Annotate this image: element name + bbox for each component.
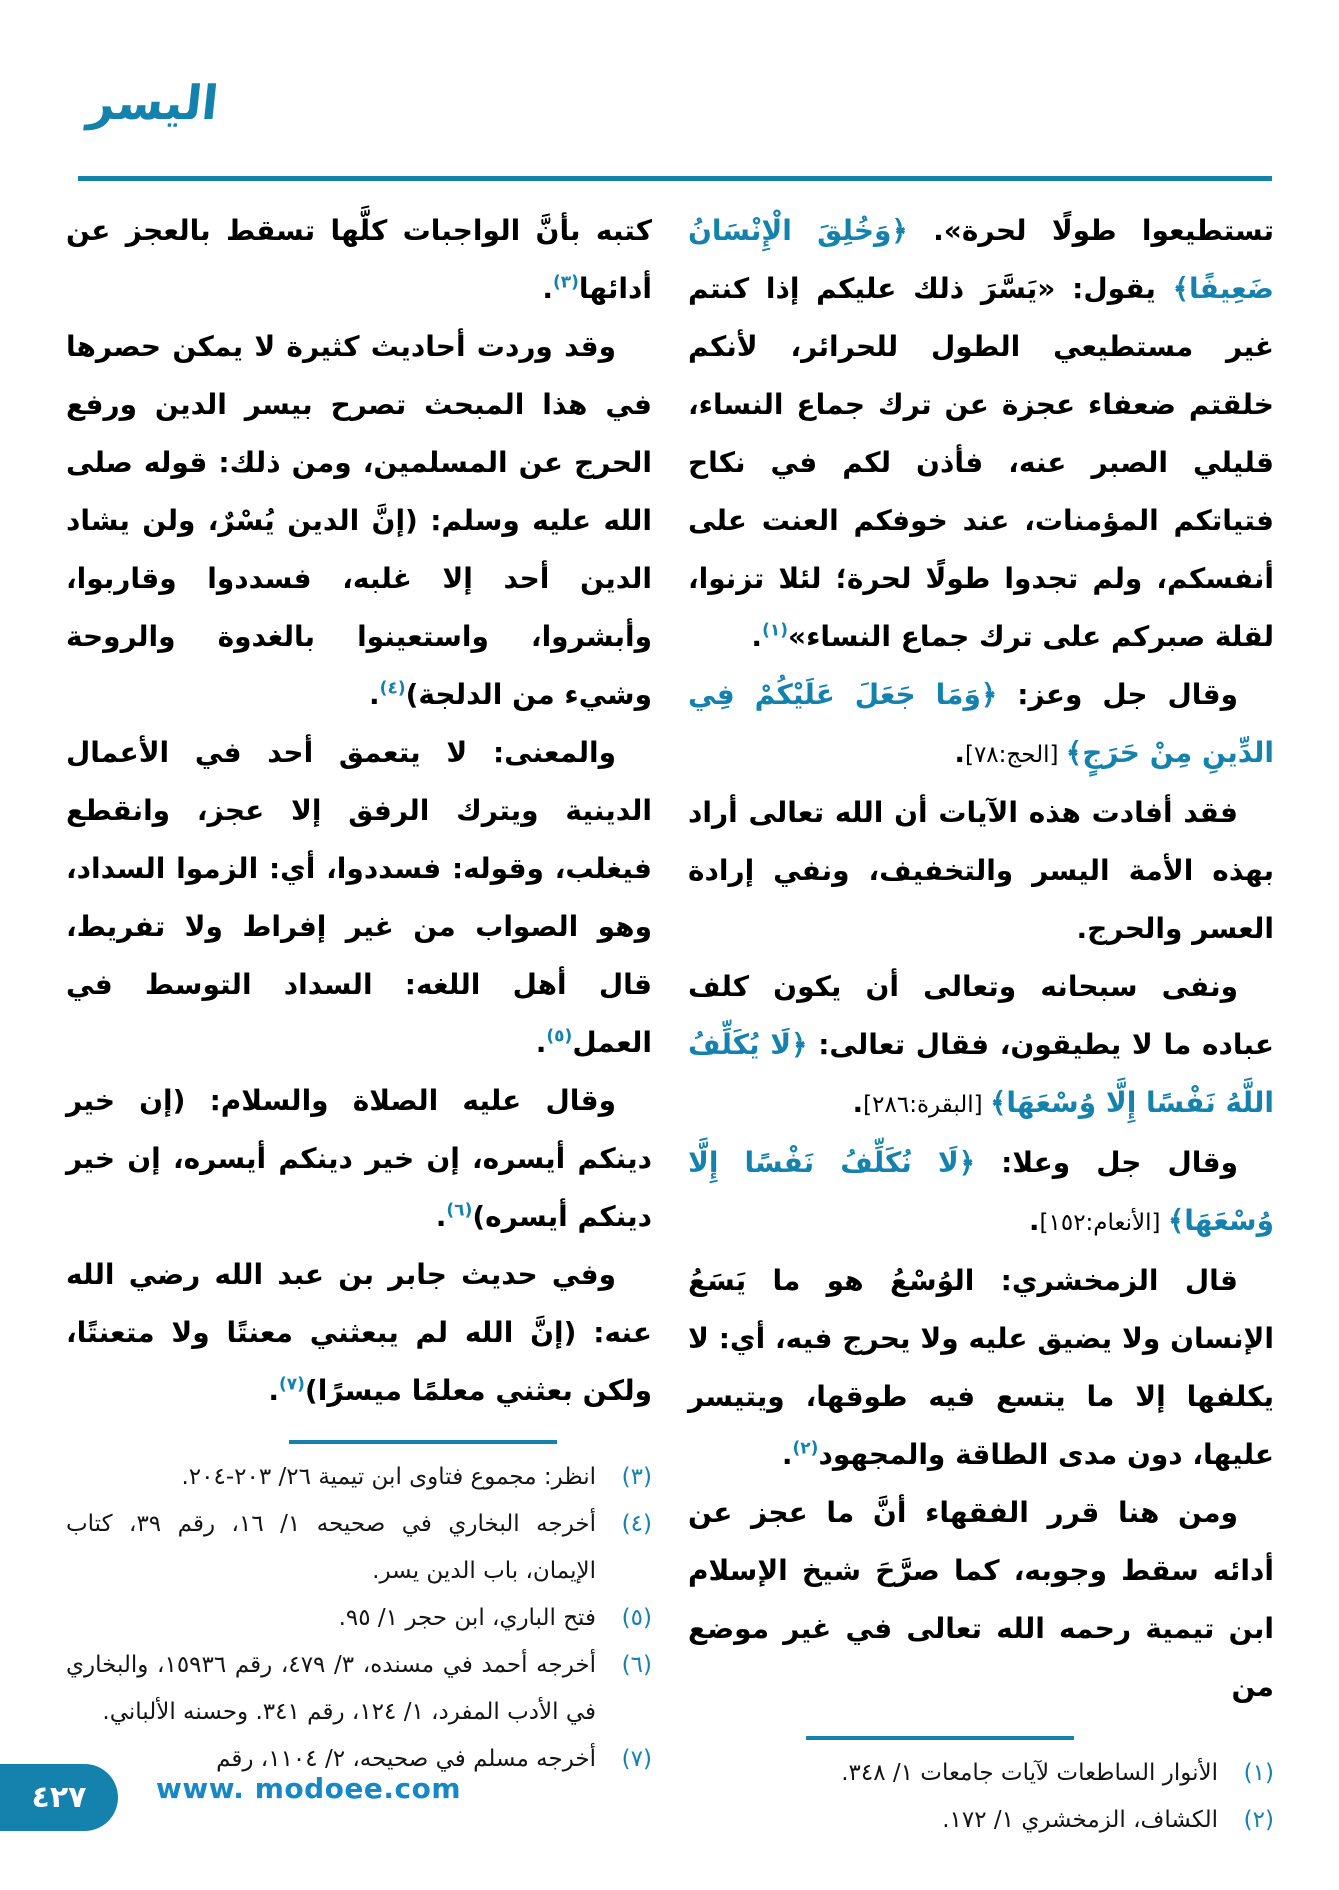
quran-verse: ﴿وَمَا جَعَلَ عَلَيْكُمْ فِي الدِّينِ مِنْ حَرَجٍ﴾ <box>688 678 1274 769</box>
footnote-text: الكشاف، الزمخشري ١/ ١٧٢. <box>942 1807 1218 1833</box>
column-right-text <box>688 202 1274 1716</box>
verse-reference: [الأنعام:١٥٢] <box>1039 1210 1168 1236</box>
footnote <box>66 1642 652 1736</box>
footnote-text: أخرجه البخاري في صحيحه ١/ ١٦، رقم ٣٩، كتاب الإيمان، باب الدين يسر. <box>66 1511 596 1584</box>
body-text: وقد وردت أحاديث كثيرة لا يمكن حصرها في هذا المبحث تصرح بيسر الدين ورفع الحرج عن المسلمين، ومن ذلك: قوله صلى الله عليه وسلم: (إنَّ الدين يُسْرٌ، ولن يشاد الدين أحد إلا غلبه، فسددوا وقاربوا، وأبشروا، واستعينوا بالغدوة والروحة وشيء من الدلجة) <box>66 330 652 711</box>
quran-verse: ﴿لَا يُكَلِّفُ اللَّهُ نَفْسًا إِلَّا وُسْعَهَا﴾ <box>688 1028 1274 1119</box>
footnote <box>688 1750 1274 1797</box>
footnote <box>66 1454 652 1501</box>
paragraph <box>688 1134 1274 1252</box>
footnote-text: انظر: مجموع فتاوى ابن تيمية ٢٦/ ٢٠٣-٢٠٤. <box>181 1464 596 1490</box>
footnote-number: (٥) <box>621 1605 652 1631</box>
text-columns <box>66 202 1274 1844</box>
body-text: يقول: «يَسَّرَ ذلك عليكم إذا كنتم غير مستطيعي الطول للحرائر، لأنكم خلقتم ضعفاء عجزة عن ترك جماع النساء، قليلي الصبر عنه، فأذن لكم في نكاح فتياتكم المؤمنات، عند خوفكم العنت على أنفسكم، ولم تجدوا طولًا لحرة؛ لئلا تزنوا، لقلة صبركم على ترك جماع النساء» <box>688 272 1274 653</box>
footnote-marker: (٥) <box>546 1026 573 1047</box>
footnote-text: أخرجه مسلم في صحيحه، ٢/ ١١٠٤، رقم <box>216 1746 596 1772</box>
paragraph <box>688 1484 1274 1716</box>
footnote <box>688 1797 1274 1844</box>
body-text: ومن هنا قرر الفقهاء أنَّ ما عجز عن أدائه سقط وجوبه، كما صرَّحَ شيخ الإسلام ابن تيمية رحمه الله تعالى في غير موضع من <box>688 1496 1274 1703</box>
body-text: فقد أفادت هذه الآيات أن الله تعالى أراد بهذه الأمة اليسر والتخفيف، ونفي إرادة العسر والحرج. <box>688 796 1274 945</box>
quran-verse: ﴿لَا نُكَلِّفُ نَفْسًا إِلَّا وُسْعَهَا﴾ <box>688 1146 1274 1237</box>
body-text: . <box>535 1026 547 1059</box>
body-text: . <box>1028 1204 1040 1237</box>
body-text: . <box>268 1374 279 1407</box>
body-text: وقال عليه الصلاة والسلام: (إن خير دينكم أيسره، إن خير دينكم أيسره، إن خير دينكم أيسره) <box>66 1084 652 1233</box>
paragraph <box>688 958 1274 1134</box>
footnote-number: (٦) <box>621 1652 652 1678</box>
website-link[interactable]: www. modoee.com <box>156 1772 462 1805</box>
verse-reference: [البقرة:٢٨٦] <box>863 1092 990 1118</box>
column-left-text <box>66 202 652 1420</box>
footnote-number: (١) <box>1243 1760 1274 1786</box>
footnote-text: الأنوار الساطعات لآيات جامعات ١/ ٣٤٨. <box>841 1760 1218 1786</box>
footnote-number: (٤) <box>621 1511 652 1537</box>
paragraph <box>66 1246 652 1420</box>
footnote-marker: (٦) <box>446 1200 473 1221</box>
paragraph <box>688 784 1274 958</box>
column-left <box>66 202 652 1844</box>
footnote <box>66 1595 652 1642</box>
footnote-divider-right <box>806 1736 1074 1740</box>
paragraph <box>66 318 652 724</box>
footnote-marker: (٤) <box>379 678 406 699</box>
paragraph <box>66 1072 652 1246</box>
footnote-marker: (٧) <box>278 1374 305 1395</box>
quran-verse: ﴿وَخُلِقَ الْإِنْسَانُ ضَعِيفًا﴾ <box>688 214 1274 305</box>
footnote-number: (٢) <box>1243 1807 1274 1833</box>
body-text: كتبه بأنَّ الواجبات كلَّها تسقط بالعجز عن أدائها <box>66 214 652 305</box>
body-text: وقال جل وعز: <box>997 678 1238 711</box>
footnote <box>66 1501 652 1595</box>
body-text: . <box>852 1086 864 1119</box>
footnote-number: (٧) <box>621 1746 652 1772</box>
footnote-number: (٣) <box>621 1464 652 1490</box>
body-text: . <box>542 272 553 305</box>
verse-reference: [الحج:٧٨] <box>964 742 1066 768</box>
body-text: قال الزمخشري: الوُسْعُ هو ما يَسَعُ الإنسان ولا يضيق عليه ولا يحرج فيه، أي: لا يكلفها إلا ما يتسع فيه طوقها، ويتيسر عليها، دون مدى الطاقة والمجهود <box>688 1264 1274 1471</box>
body-text: . <box>781 1438 793 1471</box>
paragraph <box>688 1252 1274 1484</box>
footnote-marker: (٣) <box>552 272 579 293</box>
footnotes-left <box>66 1454 652 1783</box>
footnote-text: فتح الباري، ابن حجر ١/ ٩٥. <box>338 1605 596 1631</box>
body-text: . <box>435 1200 447 1233</box>
body-text: . <box>954 736 965 769</box>
footnotes-right <box>688 1750 1274 1844</box>
body-text: . <box>369 678 380 711</box>
footnote-marker: (٢) <box>792 1438 819 1459</box>
body-text: ونفى سبحانه وتعالى أن يكون كلف عباده ما لا يطيقون، فقال تعالى: <box>688 970 1274 1061</box>
column-right <box>688 202 1274 1844</box>
paragraph <box>688 666 1274 784</box>
body-text: والمعنى: لا يتعمق أحد في الأعمال الدينية ويترك الرفق إلا عجز، وانقطع فيغلب، وقوله: فسددوا، أي: الزموا السداد، وهو الصواب من غير إفراط ولا تفريط، قال أهل اللغه: السداد التوسط في العمل <box>66 736 652 1059</box>
paragraph <box>66 202 652 318</box>
paragraph <box>66 724 652 1072</box>
paragraph <box>688 202 1274 666</box>
body-text: وفي حديث جابر بن عبد الله رضي الله عنه: (إنَّ الله لم يبعثني معنتًا ولا متعنتًا، ولكن بعثني معلمًا ميسرًا) <box>66 1258 652 1407</box>
page-title: اليسر <box>85 76 221 131</box>
body-text: تستطيعوا طولًا لحرة». <box>907 214 1275 247</box>
page-number: ٤٢٧ <box>31 1780 87 1815</box>
footnote-marker: (١) <box>762 620 789 641</box>
footnote-text: أخرجه أحمد في مسنده، ٣/ ٤٧٩، رقم ١٥٩٣٦، والبخاري في الأدب المفرد، ١/ ١٢٤، رقم ٣٤١. وحسنه الألباني. <box>66 1652 596 1725</box>
body-text: . <box>751 620 763 653</box>
body-text: وقال جل وعلا: <box>975 1146 1238 1179</box>
footnote-divider-left <box>289 1440 557 1444</box>
page-number-badge <box>0 1764 118 1831</box>
header-divider-rule <box>78 176 1272 181</box>
